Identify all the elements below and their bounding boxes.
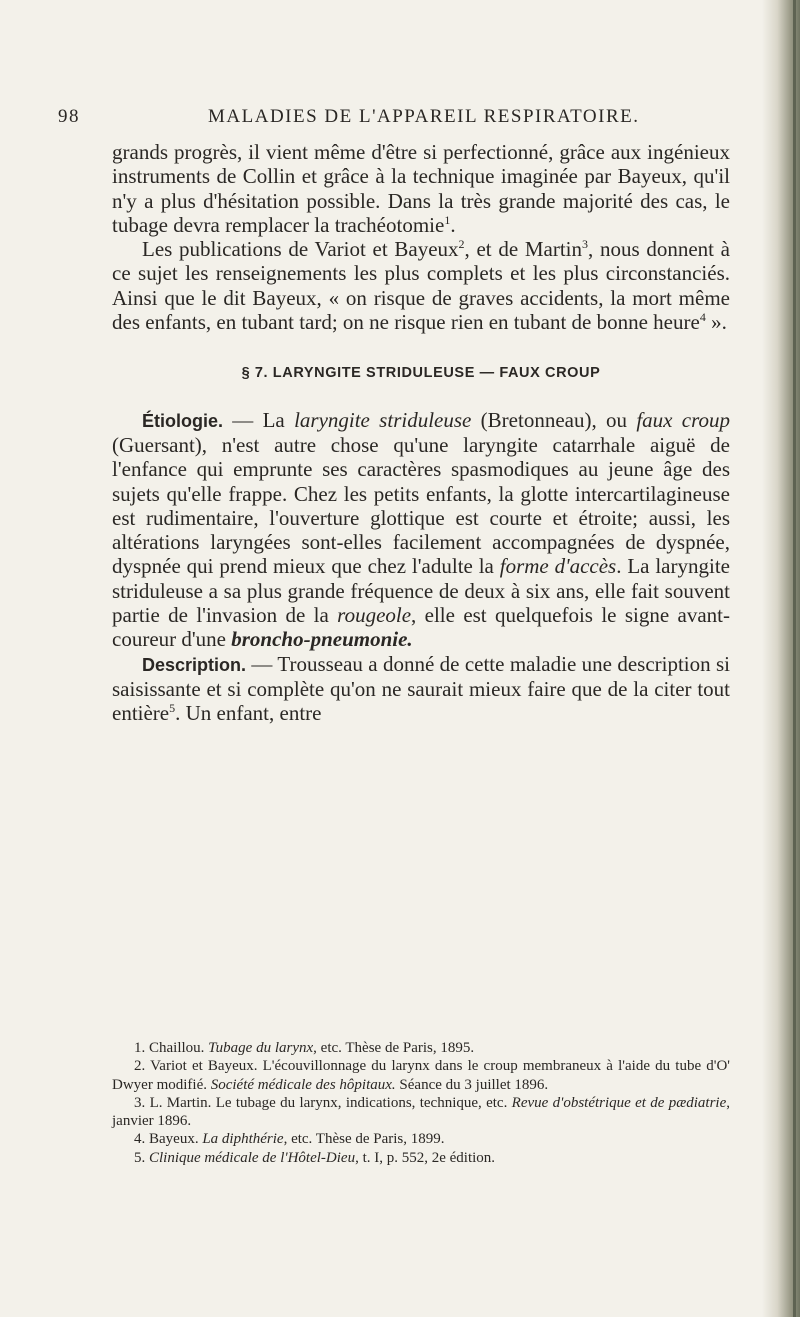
body-text xyxy=(112,140,730,726)
footnote-ref: 2 xyxy=(458,237,465,252)
footnote-ref: 1 xyxy=(444,212,451,227)
page-header xyxy=(58,106,748,136)
footnote-1: 1. Chaillou. Tubage du larynx, etc. Thèse de Paris, 1895. xyxy=(134,1040,475,1056)
paragraph-description: Description. — Trousseau a donné de cette maladie une description si saisissante et si complète qu'on ne saurait mieux faire que de la citer tout entière$^5$. Un enfant, entre xyxy=(112,651,730,726)
paragraph-etiologie: Étiologie. — La laryngite striduleuse (Bretonneau), ou faux croup (Guersant), n'est autre chose qu'une laryngite catarrhale aiguë de l'enfance qui emprunte ses caractères spasmodiques au jeune âge des sujets qu'elle frappe. Chez les petits enfants, la glotte intercartilagineuse est rudimentaire, l'ouverture glottique est courte et étroite; aussi, les altérations laryngées sont-elles facilement accompagnées de dyspnée, dyspnée qui prend mieux que chez l'adulte la forme d'accès. La laryngite striduleuse a sa plus grande fréquence de deux à six ans, elle fait souvent partie de l'invasion de la rougeole, elle est quelquefois le signe avant-coureur d'une broncho-pneumonie. xyxy=(112,407,730,652)
section-heading: § 7. LARYNGITE STRIDULEUSE — FAUX CROUP xyxy=(241,365,601,382)
footnote-4: 4. Bayeux. La diphthérie, etc. Thèse de Paris, 1899. xyxy=(134,1131,445,1148)
paragraph-tubage: grands progrès, il vient même d'être si perfectionné, grâce aux ingénieux instruments de Collin et grâce à la technique imaginée par Bayeux, qu'il n'y a plus d'hésitation possible. Dans la très grande majorité des cas, le tubage devra remplacer la trachéotomie$^1$. xyxy=(112,140,730,237)
footnotes xyxy=(112,1039,730,1167)
running-head: MALADIES DE L'APPAREIL RESPIRATOIRE. xyxy=(208,106,640,127)
page-binding-edge xyxy=(793,0,796,1317)
footnote-ref: 4 xyxy=(699,310,706,325)
footnote-2: 2. Variot et Bayeux. L'écouvillonnage du larynx dans le croup membraneux à l'aide du tube d'O' Dwyer modifié. Société médicale des hôpitaux. Séance du 3 juillet 1896. xyxy=(112,1058,730,1093)
footnote-3: 3. L. Martin. Le tubage du larynx, indications, technique, etc. Revue d'obstétrique et de pædiatrie, janvier 1896. xyxy=(112,1094,730,1130)
run-in-heading: Étiologie. xyxy=(142,410,223,431)
footnote-5: 5. Clinique médicale de l'Hôtel-Dieu, t. I, p. 552, 2e édition. xyxy=(134,1149,496,1166)
page-number: 98 xyxy=(58,106,80,127)
footnote-ref: 3 xyxy=(582,237,589,252)
run-in-heading: Description. xyxy=(142,654,247,675)
paragraph-publications: Les publications de Variot et Bayeux$^2$, et de Martin$^3$, nous donnent à ce sujet les renseignements les plus complets et les plus circonstanciés. Ainsi que le dit Bayeux, « on risque de graves accidents, la mort même des enfants, en tubant tard; on ne risque rien en tubant de bonne heure$^4$ ». xyxy=(112,237,731,335)
footnote-ref: 5 xyxy=(169,701,176,716)
